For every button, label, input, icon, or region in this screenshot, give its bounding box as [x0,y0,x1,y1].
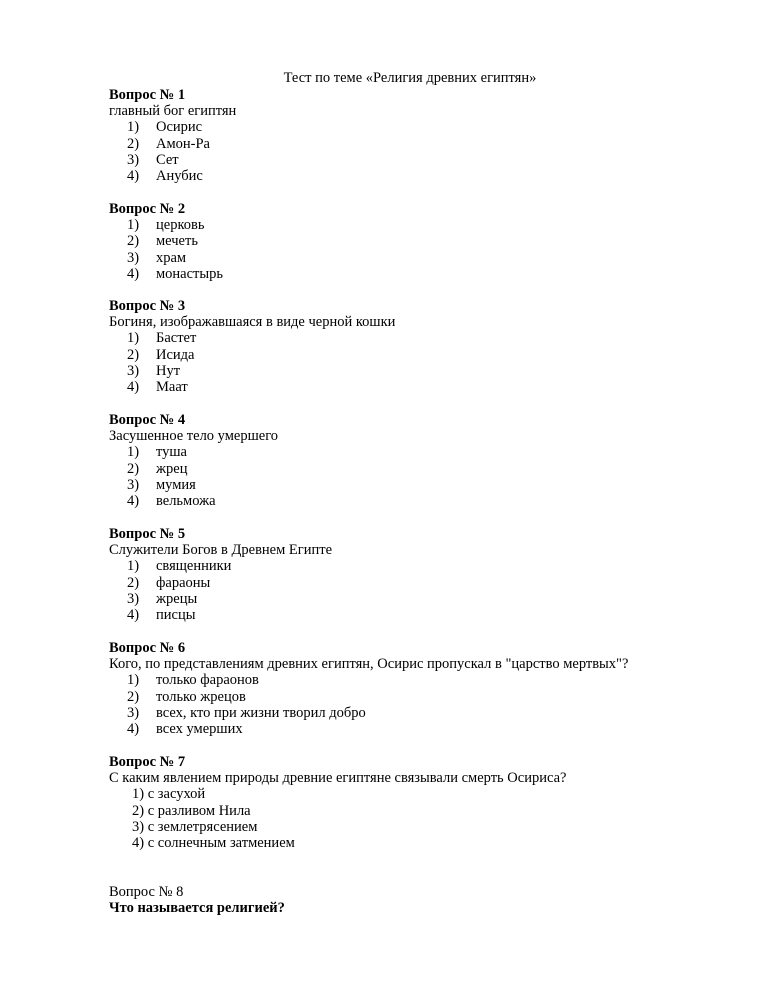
option-label: Исида [156,346,195,363]
answer-option [109,136,729,152]
answer-option [109,168,729,184]
answer-options [109,217,729,282]
option-label: с солнечным затмением [147,835,295,852]
answer-option [109,461,729,477]
answer-option [109,250,729,266]
question-text: Служители Богов в Древнем Египте [109,542,333,559]
answer-option [109,347,729,363]
option-label: с разливом Нила [147,802,251,819]
option-label: Амон-Ра [156,135,210,152]
option-number: 4) [127,721,140,738]
option-label: Осирис [156,119,203,136]
question-3 [109,298,729,395]
option-number: 3) [127,151,140,168]
question-6 [109,640,729,737]
answer-option [109,266,729,282]
option-label: писцы [156,607,196,624]
option-number: 3) [132,818,145,835]
option-number: 3) [127,362,140,379]
answer-option [109,379,729,395]
option-label: Сет [156,151,179,168]
answer-option [109,152,729,168]
option-number: 4) [127,379,140,396]
option-number: 3) [127,704,140,721]
answer-option [109,819,729,835]
answer-options [109,672,729,737]
option-number: 3) [127,249,140,266]
answer-option [109,835,729,851]
option-label: церковь [156,217,205,234]
option-number: 4) [127,607,140,624]
option-label: только жрецов [156,688,246,705]
answer-option [109,119,729,135]
option-label: жрецы [156,590,198,607]
answer-options [109,444,729,509]
option-label: вельможа [156,493,216,510]
question-heading: Вопрос № 3 [109,298,186,314]
answer-option [109,217,729,233]
question-text: С каким явлением природы древние египтяне связывали смерть Осириса? [109,770,567,787]
option-number: 4) [127,168,140,185]
question-8 [109,884,729,916]
option-number: 3) [127,590,140,607]
option-label: монастырь [156,265,223,282]
answer-option [109,786,729,802]
question-heading: Вопрос № 5 [109,526,186,542]
option-number: 1) [127,119,140,136]
option-label: туша [156,444,187,461]
answer-options [109,330,729,395]
option-label: с засухой [147,786,206,803]
option-number: 4) [132,835,145,852]
option-number: 2) [127,460,140,477]
option-label: мечеть [156,233,198,250]
answer-options [109,119,729,184]
question-heading: Вопрос № 2 [109,201,186,217]
question-heading: Вопрос № 8 [109,884,184,900]
option-label: мумия [156,476,196,493]
answer-options [109,786,729,851]
option-label: с землетрясением [147,818,258,835]
answer-option [109,721,729,737]
option-label: всех умерших [156,721,243,738]
question-heading: Вопрос № 7 [109,754,186,770]
option-number: 2) [127,688,140,705]
option-number: 2) [132,802,145,819]
answer-option [109,575,729,591]
question-text: Засушенное тело умершего [109,428,279,445]
option-number: 1) [127,330,140,347]
option-label: Маат [156,379,188,396]
option-number: 2) [127,233,140,250]
answer-option [109,803,729,819]
answer-option [109,689,729,705]
answer-option [109,477,729,493]
question-heading: Вопрос № 4 [109,412,186,428]
answer-option [109,558,729,574]
answer-option [109,330,729,346]
option-label: только фараонов [156,672,259,689]
option-number: 1) [127,217,140,234]
answer-option [109,672,729,688]
option-number: 1) [132,786,145,803]
option-number: 2) [127,346,140,363]
question-5 [109,526,729,623]
question-4 [109,412,729,509]
option-label: Нут [156,362,181,379]
answer-option [109,591,729,607]
question-2 [109,201,729,282]
option-number: 1) [127,672,140,689]
answer-option [109,233,729,249]
option-label: фараоны [156,574,211,591]
answer-option [109,705,729,721]
answer-option [109,607,729,623]
option-number: 3) [127,476,140,493]
option-label: храм [156,249,187,266]
option-number: 1) [127,444,140,461]
option-label: Бастет [156,330,197,347]
question-7 [109,754,729,851]
question-text: Кого, по представлениям древних египтян, Осирис пропускал в "царство мертвых"? [109,656,629,673]
question-heading: Вопрос № 1 [109,87,186,103]
option-number: 4) [127,493,140,510]
question-1 [109,87,729,184]
option-number: 2) [127,135,140,152]
question-text: Что называется религией? [109,900,285,917]
option-label: жрец [156,460,188,477]
answer-option [109,363,729,379]
document-title: Тест по теме «Религия древних египтян» [283,70,537,86]
option-label: всех, кто при жизни творил добро [156,704,366,721]
answer-option [109,444,729,460]
option-number: 2) [127,574,140,591]
option-number: 1) [127,558,140,575]
answer-options [109,558,729,623]
question-text: главный бог египтян [109,103,237,120]
option-label: священники [156,558,232,575]
option-label: Анубис [156,168,203,185]
question-heading: Вопрос № 6 [109,640,186,656]
option-number: 4) [127,265,140,282]
answer-option [109,493,729,509]
question-text: Богиня, изображавшаяся в виде черной кошки [109,314,396,331]
